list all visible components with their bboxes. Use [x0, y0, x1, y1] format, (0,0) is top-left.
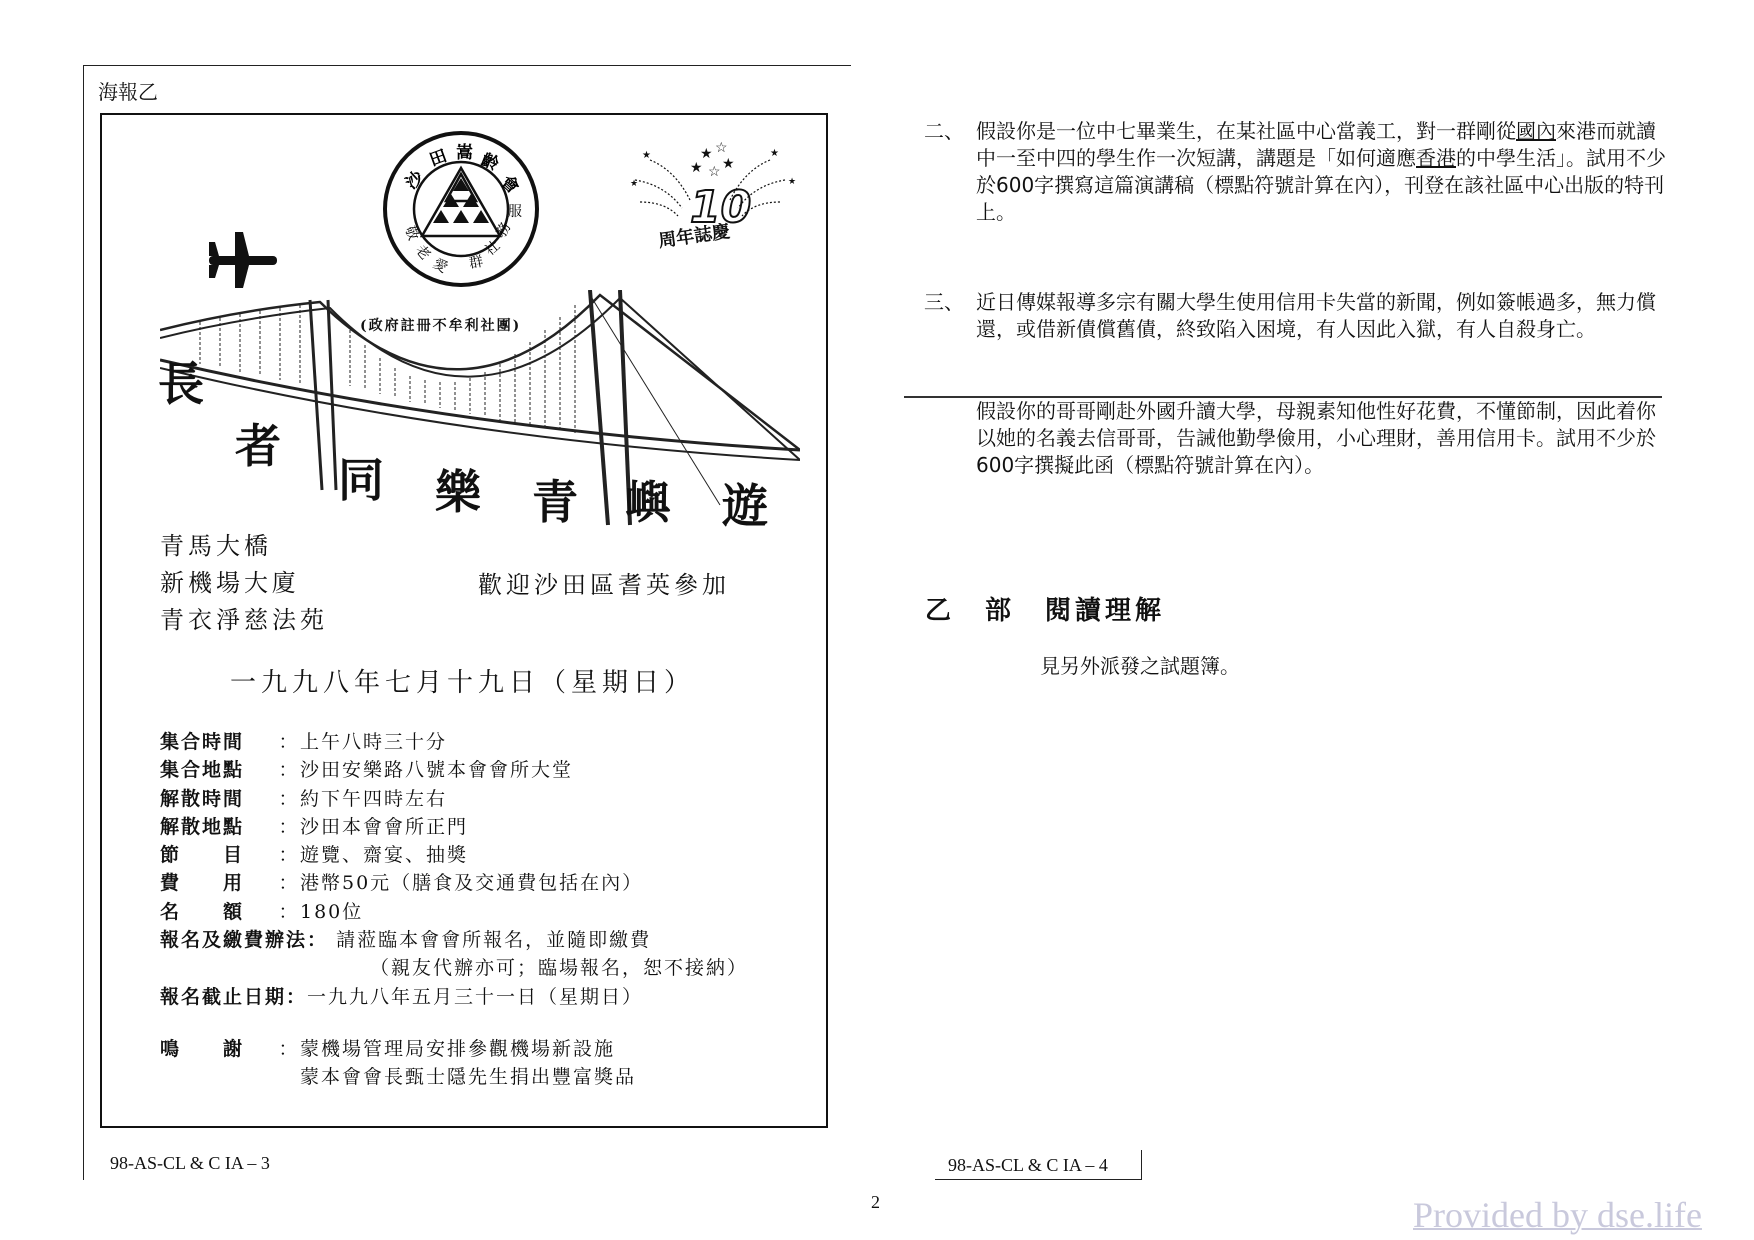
registration-value: 請蒞臨本會會所報名，並隨即繳費: [336, 929, 652, 952]
anniversary-number: 10: [690, 182, 752, 233]
svg-text:★: ★: [788, 177, 797, 187]
acknowledgements: 鳴 謝 ：蒙機場管理局安排參觀機場新設施 蒙本會會長甄士隱先生捐出豐富獎品: [160, 1035, 636, 1091]
poster-label: 海報乙: [98, 80, 158, 104]
title-char-6: 嶼: [625, 475, 671, 529]
deadline-label: 報名截止日期：: [160, 985, 308, 1008]
detail-row: 解散時間 ：約下午四時左右: [160, 785, 748, 813]
title-char-1: 長: [158, 357, 204, 411]
question-number: 三、: [924, 290, 964, 314]
underlined-term: 香港: [1416, 146, 1456, 170]
svg-text:老: 老: [411, 242, 434, 264]
detail-label: 解散時間: [160, 787, 245, 810]
question-3-task: 假設你的哥哥剛赴外國升讀大學，母親素知他性好花費，不懂節制，因此着你以她的名義去信哥哥，告誡他勤學儉用，小心理財，善用信用卡。試用不少於600字撰擬此函（標點符號計算在內）。: [976, 399, 1656, 477]
question-2: [924, 118, 1666, 226]
underlined-term: 國內: [1516, 119, 1556, 143]
detail-label: 集合地點: [160, 759, 245, 782]
svg-text:沙: 沙: [401, 167, 428, 194]
svg-text:田: 田: [426, 146, 450, 171]
question-text: 近日傳媒報導多宗有關大學生使用信用卡失當的新聞，例如簽帳過多，無力償還，或借新債償舊債，終致陷入困境，有人因此入獄，有人自殺身亡。: [976, 290, 1656, 341]
welcome-text: 歡迎沙田區耆英參加: [478, 571, 730, 599]
svg-text:★: ★: [690, 160, 703, 176]
question-text: 的中學生活」。試用不少於600字撰寫這篇演講稿（標點符號計算在內），刊登在該社區中心出版的特刊上。: [976, 146, 1666, 224]
detail-row: 節 目 ：遊覽、齋宴、抽獎: [160, 841, 748, 869]
svg-text:★: ★: [700, 146, 713, 162]
left-page-code: 98-AS-CL & C IA – 3: [110, 1153, 270, 1173]
detail-row: 解散地點 ：沙田本會會所正門: [160, 813, 748, 841]
detail-value: 約下午四時左右: [300, 787, 448, 810]
deadline-row: [160, 983, 748, 1011]
detail-value: 上午八時三十分: [300, 731, 448, 753]
detail-value: 沙田本會會所正門: [300, 815, 469, 838]
detail-row: 名 額 ：180位: [160, 898, 748, 926]
svg-text:愛: 愛: [430, 255, 451, 277]
detail-value: 港幣50元（膳食及交通費包括在內）: [300, 872, 644, 895]
thanks-line: 蒙本會會長甄士隱先生捐出豐富獎品: [300, 1066, 637, 1088]
svg-text:會: 會: [496, 171, 523, 199]
page-number: 2: [871, 1192, 880, 1212]
detail-label: 名 額: [160, 900, 245, 923]
venue-item: 新機場大廈: [160, 569, 300, 597]
anniversary-caption: 周年誌慶: [657, 221, 732, 252]
svg-text:★: ★: [722, 156, 735, 172]
detail-row: 集合時間 ：上午八時三十分: [160, 728, 748, 756]
svg-text:群: 群: [467, 253, 485, 272]
svg-text:★: ★: [770, 148, 779, 159]
deadline-value: 一九九八年五月三十一日（星期日）: [307, 985, 644, 1008]
registration-status: (政府註冊不牟利社團): [360, 318, 522, 334]
watermark: Provided by dse.life: [1413, 1195, 1702, 1235]
svg-text:☆: ☆: [708, 164, 721, 180]
registration-note: （親友代辦亦可；臨場報名，恕不接納）: [370, 957, 749, 980]
detail-label: 節 目: [160, 844, 245, 867]
svg-text:務: 務: [493, 219, 515, 240]
title-char-5: 青: [532, 475, 578, 529]
detail-value: 180位: [300, 900, 364, 923]
title-char-7: 遊: [722, 479, 768, 533]
svg-text:☆: ☆: [715, 140, 728, 156]
detail-label: 集合時間: [160, 731, 245, 753]
venue-list: [160, 528, 328, 639]
registration-label: 報名及繳費辦法：: [160, 929, 329, 952]
question-number: 二、: [924, 119, 964, 143]
section-title: [925, 590, 1165, 627]
title-char-4: 樂: [435, 465, 481, 519]
question-text: 來港而就讀中一至中四的學生作一次短講，講題是「如何適應: [976, 119, 1656, 170]
detail-value: 遊覽、齋宴、抽獎: [300, 844, 469, 867]
title-char-3: 同: [338, 453, 384, 507]
svg-text:★: ★: [630, 179, 639, 189]
right-page-code: 98-AS-CL & C IA – 4: [948, 1155, 1108, 1175]
thanks-line: 蒙機場管理局安排參觀機場新設施: [300, 1038, 616, 1060]
event-details: [160, 728, 748, 1011]
event-date: 一九九八年七月十九日（星期日）: [230, 668, 696, 698]
svg-text:服: 服: [508, 204, 522, 220]
airplane-icon: [205, 230, 283, 290]
title-char-2: 者: [235, 419, 281, 473]
question-text: 假設你是一位中七畢業生，在某社區中心當義工，對一群剛從: [976, 119, 1516, 143]
svg-text:★: ★: [642, 150, 651, 161]
venue-item: 青衣淨慈法苑: [160, 606, 328, 634]
svg-text:齡: 齡: [478, 150, 502, 176]
svg-text:嵩: 嵩: [456, 143, 473, 163]
svg-text:社: 社: [482, 237, 504, 260]
association-seal-logo: [380, 128, 542, 290]
detail-row: 費 用 ：港幣50元（膳食及交通費包括在內）: [160, 869, 748, 897]
detail-label: 解散地點: [160, 815, 245, 838]
detail-label: 費 用: [160, 872, 245, 895]
registration-row: [160, 926, 748, 954]
question-3: [924, 289, 1666, 343]
section-note: 見另外派發之試題簿。: [1040, 654, 1240, 678]
detail-row: 集合地點 ：沙田安樂路八號本會會所大堂: [160, 756, 748, 784]
section-name: 閱讀理解: [1045, 596, 1166, 626]
svg-text:敬: 敬: [401, 223, 422, 243]
thanks-label: 鳴 謝: [160, 1038, 245, 1060]
venue-item: 青馬大橋: [160, 532, 272, 560]
detail-value: 沙田安樂路八號本會會所大堂: [300, 759, 574, 782]
section-part: 乙 部: [925, 596, 1016, 626]
